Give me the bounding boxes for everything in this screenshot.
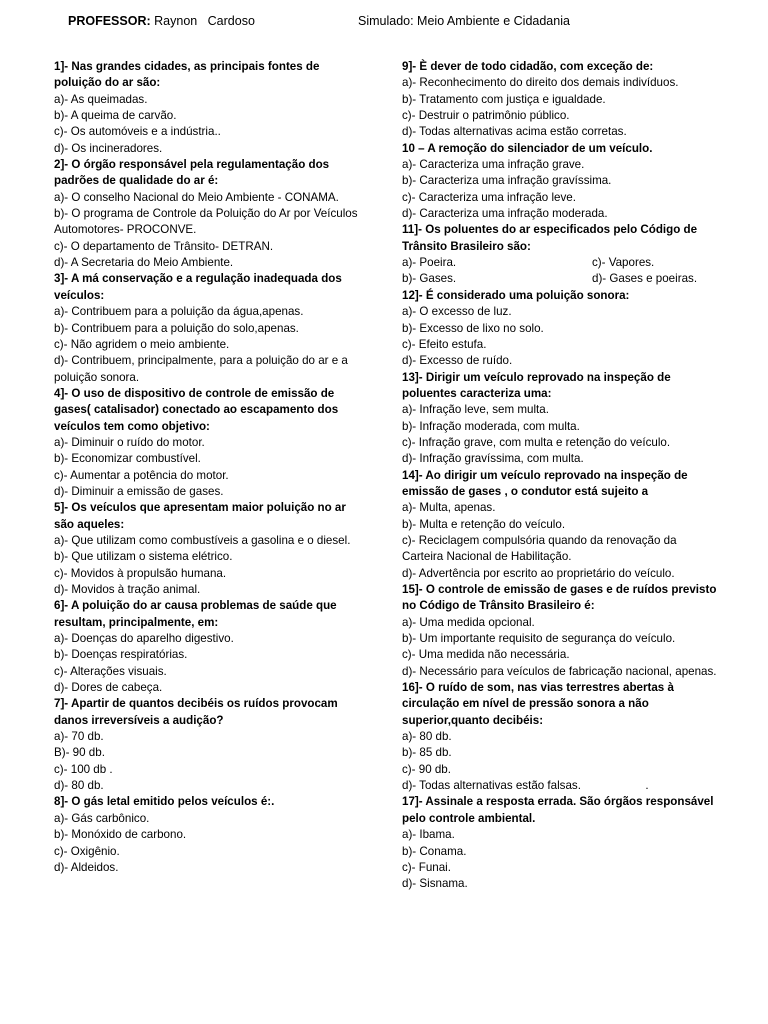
answer-option: a)- Multa, apenas. [402,501,496,515]
answer-option: d)- 80 db. [54,779,104,793]
answer-option: c)- 90 db. [402,762,451,776]
answer-option: b)- Multa e retenção do veículo. [402,517,566,531]
answer-option: c)- Uma medida não necessária. [402,648,570,662]
answer-option: c)- O departamento de Trânsito- DETRAN. [54,239,274,253]
professor-line [68,14,255,28]
answer-option: a)- As queimadas. [54,92,148,106]
answer-option: c)- Não agridem o meio ambiente. [54,337,230,351]
question-stem: 3]- A má conservação e a regulação inadequada dos veículos: [54,272,342,302]
answer-options-grid [402,255,720,288]
answer-option: a)- Caracteriza uma infração grave. [402,158,585,172]
page-header [0,14,768,34]
question-stem: 11]- Os poluentes do ar especificados pelo Código de Trânsito Brasileiro são: [402,223,698,253]
answer-option: c)- Infração grave, com multa e retenção do veículo. [402,435,671,449]
question-stem: 4]- O uso de dispositivo de controle de emissão de gases( catalisador) conectado ao escapamento dos veículos tem como objetivo: [54,386,339,433]
question-11 [402,222,720,287]
question-10 [402,141,720,223]
professor-name: Raynon Cardoso [154,14,255,28]
answer-option: d)- Todas alternativas estão falsas. . [402,779,649,793]
question-9 [402,59,720,141]
answer-option: d)- Infração gravíssima, com multa. [402,452,584,466]
answer-option: c)- Funai. [402,860,451,874]
answer-option: d)- Caracteriza uma infração moderada. [402,207,608,221]
answer-option: c)- 100 db . [54,762,113,776]
answer-option: b)- Excesso de lixo no solo. [402,321,544,335]
answer-option: b)- 85 db. [402,746,452,760]
answer-option: d)- Todas alternativas acima estão corretas. [402,125,627,139]
answer-option: B)- 90 db. [54,746,105,760]
answer-option: a)- Doenças do aparelho digestivo. [54,632,234,646]
answer-option: a)- Uma medida opcional. [402,615,535,629]
question-stem: 1]- Nas grandes cidades, as principais fontes de poluição do ar são: [54,60,320,90]
answer-option: b)- O programa de Controle da Poluição do Ar por Veículos Automotores- PROCONVE. [54,207,358,237]
question-17 [402,794,720,892]
answer-option: a)- Poeira. [402,256,457,270]
question-14 [402,468,720,582]
question-2 [54,157,368,271]
answer-option: d)- Gases e poeiras. [592,272,698,286]
question-3 [54,271,368,385]
answer-option: d)- Os incineradores. [54,141,163,155]
answer-option: d)- Excesso de ruído. [402,354,513,368]
question-6 [54,598,368,696]
answer-option: b)- Um importante requisito de segurança do veículo. [402,632,676,646]
answer-option: b)- Tratamento com justiça e igualdade. [402,92,606,106]
answer-option: d)- Diminuir a emissão de gases. [54,484,224,498]
answer-option: c)- Caracteriza uma infração leve. [402,190,576,204]
right-question-column [402,59,720,893]
answer-option: c)- Vapores. [592,256,655,270]
left-question-column [54,59,368,876]
answer-option: c)- Reciclagem compulsória quando da renovação da Carteira Nacional de Habilitação. [402,533,677,564]
answer-option: a)- O conselho Nacional do Meio Ambiente - CONAMA. [54,190,339,204]
answer-option: d)- Contribuem, principalmente, para a poluição do ar e a poluição sonora. [54,354,348,384]
answer-option: c)- Movidos à propulsão humana. [54,566,227,580]
answer-option: d)- A Secretaria do Meio Ambiente. [54,256,234,270]
answer-option: a)- O excesso de luz. [402,305,512,319]
answer-option: d)- Advertência por escrito ao proprietário do veículo. [402,566,675,580]
question-stem: 14]- Ao dirigir um veículo reprovado na inspeção de emissão de gases , o condutor está sujeito a [402,468,688,498]
question-7 [54,696,368,794]
question-8 [54,794,368,876]
answer-option: c)- Destruir o patrimônio público. [402,109,570,123]
question-stem: 16]- O ruído de som, nas vias terrestres abertas à circulação em nível de pressão sonora a não superior,quanto decibéis: [402,681,674,727]
answer-option: b)- Que utilizam o sistema elétrico. [54,550,233,564]
question-stem: 9]- È dever de todo cidadão, com exceção de: [402,60,654,73]
answer-option: a)- Contribuem para a poluição da água,apenas. [54,305,304,319]
question-stem: 2]- O órgão responsável pela regulamentação dos padrões de qualidade do ar é: [54,158,330,188]
answer-option: d)- Sisnama. [402,877,468,891]
question-stem: 5]- Os veículos que apresentam maior poluição no ar são aqueles: [54,501,346,531]
answer-option: d)- Dores de cabeça. [54,681,163,695]
answer-option: c)- Oxigênio. [54,844,120,858]
answer-option: d)- Necessário para veículos de fabricação nacional, apenas. [402,664,717,678]
question-stem: 12]- É considerado uma poluição sonora: [402,288,630,302]
answer-option: a)- Que utilizam como combustíveis a gasolina e o diesel. [54,533,351,547]
answer-option: c)- Efeito estufa. [402,337,487,351]
answer-option: a)- Gás carbônico. [54,811,150,825]
question-1 [54,59,368,157]
question-4 [54,386,368,500]
answer-option: b)- A queima de carvão. [54,109,177,123]
answer-option: c)- Alterações visuais. [54,664,167,678]
answer-option: b)- Monóxido de carbono. [54,828,187,842]
answer-option: b)- Conama. [402,844,467,858]
question-stem: 6]- A poluição do ar causa problemas de saúde que resultam, principalmente, em: [54,599,337,629]
question-12 [402,288,720,370]
question-15 [402,582,720,680]
answer-option: b)- Gases. [402,272,457,286]
question-stem: 7]- Apartir de quantos decibéis os ruídos provocam danos irreversíveis a audição? [54,697,338,727]
answer-option: a)- Infração leve, sem multa. [402,403,549,417]
answer-option: b)- Caracteriza uma infração gravíssima. [402,174,612,188]
answer-option: b)- Contribuem para a poluição do solo,apenas. [54,321,299,335]
answer-option: a)- 70 db. [54,730,104,744]
answer-option: a)- Reconhecimento do direito dos demais indivíduos. [402,76,679,90]
question-stem: 10 – A remoção do silenciador de um veículo. [402,141,653,155]
answer-option: d)- Movidos à tração animal. [54,583,201,596]
answer-option: c)- Aumentar a potência do motor. [54,468,229,482]
answer-option: a)- 80 db. [402,730,452,744]
professor-label: PROFESSOR: [68,14,151,28]
answer-option: b)- Doenças respiratórias. [54,648,188,662]
answer-option: a)- Ibama. [402,828,455,842]
answer-option: d)- Aldeidos. [54,860,119,874]
answer-option: b)- Economizar combustível. [54,452,201,466]
question-stem: 17]- Assinale a resposta errada. São órgãos responsável pelo controle ambiental. [402,795,714,825]
page-title: Simulado: Meio Ambiente e Cidadania [358,14,570,28]
question-5 [54,500,368,598]
question-16 [402,680,720,794]
answer-option: c)- Os automóveis e a indústria.. [54,125,221,139]
question-stem: 13]- Dirigir um veículo reprovado na inspeção de poluentes caracteriza uma: [402,370,671,400]
question-stem: 8]- O gás letal emitido pelos veículos é:. [54,795,275,809]
answer-option: b)- Infração moderada, com multa. [402,419,580,433]
question-stem: 15]- O controle de emissão de gases e de ruídos previsto no Código de Trânsito Brasileiro é: [402,583,717,613]
answer-option: a)- Diminuir o ruído do motor. [54,435,205,449]
question-13 [402,370,720,468]
